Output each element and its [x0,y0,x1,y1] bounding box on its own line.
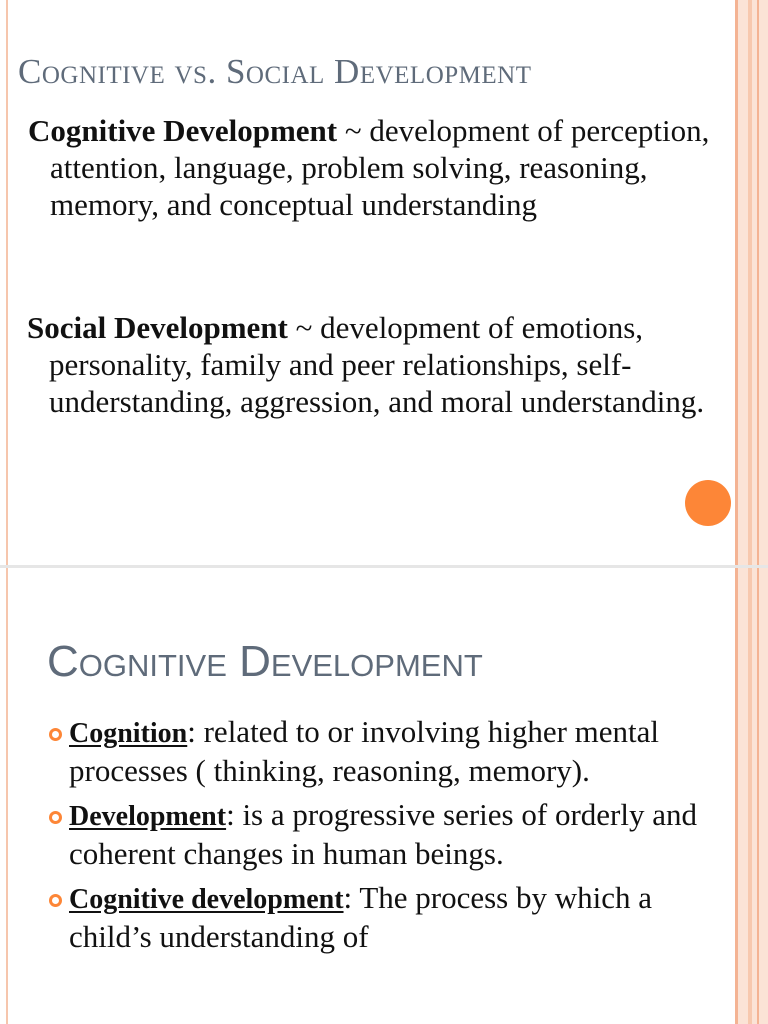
left-border-line [6,0,8,565]
bullet-text: : related to or involving higher mental processes ( thinking, reasoning, memory). [69,714,660,788]
right-border-band [738,568,768,1024]
right-border-line [748,568,752,1024]
bullet-term: Development [69,801,227,832]
hollow-circle-bullet-icon [49,894,62,907]
bullet-item-development [0,797,700,872]
right-border-line [748,0,752,565]
hollow-circle-bullet-icon [49,728,62,741]
bullet-text: : The process by which a child’s understanding of [69,880,653,954]
definition-cognitive [28,112,740,223]
bullet-term: Cognitive development [69,884,344,915]
definition-separator: ~ [337,113,370,148]
right-border-band [738,0,768,565]
definition-text: development of emotions, personality, family and peer relationships, self-understanding, aggression, and moral understanding. [49,310,705,419]
slide-1-title: Cognitive vs. Social Development [18,52,532,91]
right-border-line [735,0,738,565]
definition-social [27,309,739,420]
slide-2-title: Cognitive Development [47,637,483,686]
bullet-list [0,714,700,963]
bullet-term: Cognition [69,718,188,749]
right-border-line [735,568,738,1024]
hollow-circle-bullet-icon [49,811,62,824]
bullet-item-cognitive-development [0,880,700,955]
right-border-line [757,0,759,565]
definition-term: Social Development [27,310,288,345]
definition-term: Cognitive Development [28,113,338,148]
orange-circle-decoration [685,480,731,526]
right-border-line [757,568,759,1024]
definition-separator: ~ [287,310,321,345]
bullet-text: : is a progressive series of orderly and coherent changes in human beings. [69,797,697,871]
definition-text: development of perception, attention, language, problem solving, reasoning, memory, and conceptual understanding [50,113,710,222]
bullet-item-cognition [0,714,700,789]
